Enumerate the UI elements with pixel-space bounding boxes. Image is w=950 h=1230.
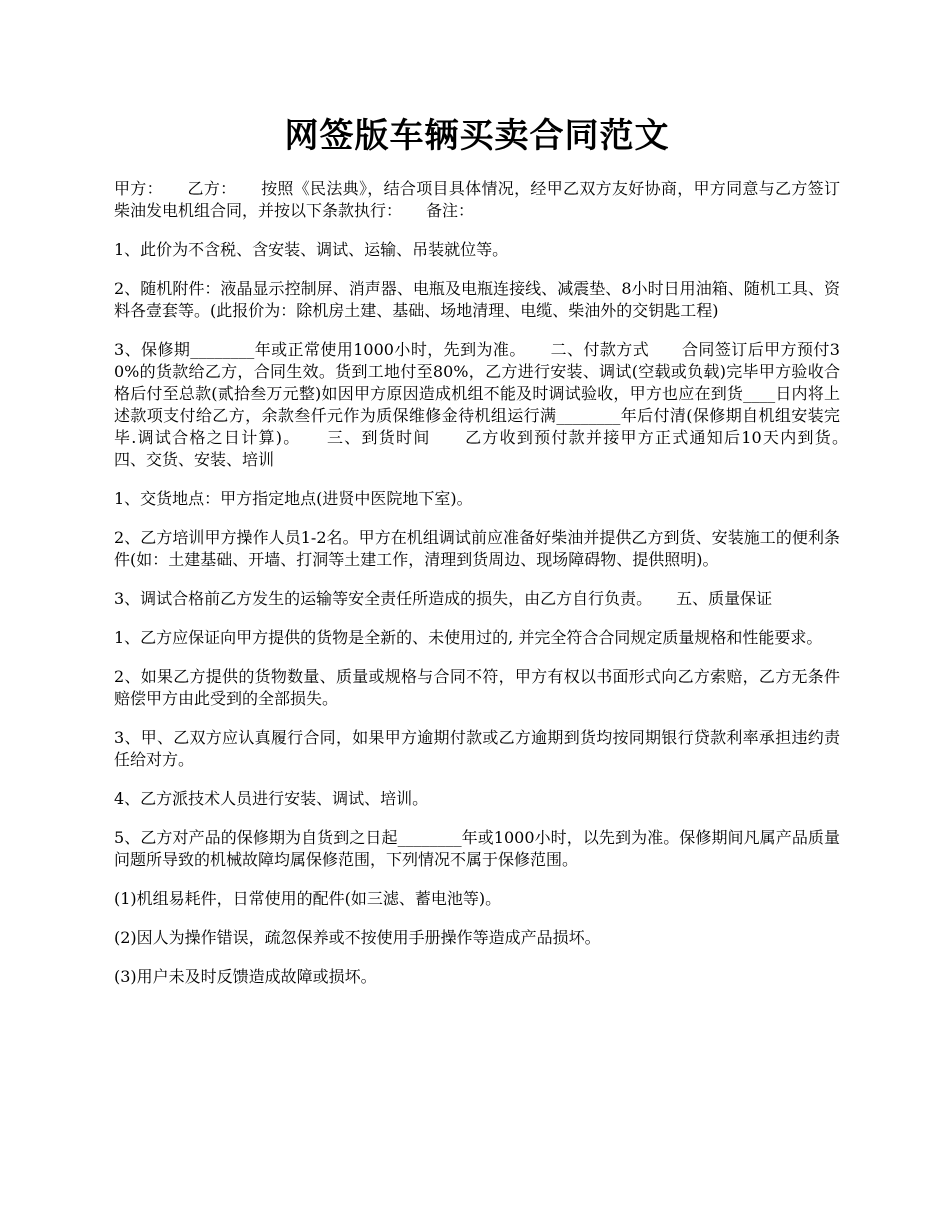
paragraph-note-2: 2、随机附件：液晶显示控制屏、消声器、电瓶及电瓶连接线、减震垫、8小时日用油箱、随机工具、资料各壹套等。(此报价为：除机房土建、基础、场地清理、电缆、柴油外的交钥匙工程) [114, 279, 840, 320]
paragraph-quality-3: 3、甲、乙双方应认真履行合同，如果甲方逾期付款或乙方逾期到货均按同期银行贷款利率承担违约责任给对方。 [114, 728, 840, 769]
paragraph-note-1: 1、此价为不含税、含安装、调试、运输、吊装就位等。 [114, 240, 509, 259]
paragraph-preamble: 甲方： 乙方： 按照《民法典》，结合项目具体情况，经甲乙双方友好协商，甲方同意与乙方签订柴油发电机组合同，并按以下条款执行： 备注： [114, 179, 840, 220]
paragraph-delivery-2: 2、乙方培训甲方操作人员1-2名。甲方在机组调试前应准备好柴油并提供乙方到货、安装施工的便利条件(如：土建基础、开墙、打洞等土建工作，清理到货周边、现场障碍物、提供照明)。 [114, 528, 840, 569]
paragraph-quality-1: 1、乙方应保证向甲方提供的货物是全新的、未使用过的, 并完全符合合同规定质量规格和性能要求。 [114, 628, 823, 647]
paragraph-exclusion-3: (3)用户未及时反馈造成故障或损坏。 [114, 967, 377, 986]
paragraph-note-3-payment: 3、保修期________年或正常使用1000小时，先到为准。 二、付款方式 合同签订后甲方预付30%的货款给乙方，合同生效。货到工地付至80%，乙方进行安装、调试(空载或负载)完毕甲方验收合格后付至总款(贰拾叁万元整)如因甲方原因造成机组不能及时调试验收，甲方也应在到货____日内将上述款项支付给乙方，余款叁仟元作为质保维修金待机组运行满________年后付清(保修期自机组安装完毕.调试合格之日计算)。 三、到货时间 乙方收到预付款并接甲方正式通知后10天内到货。 四、交货、安装、培训 [114, 340, 873, 469]
paragraph-quality-4: 4、乙方派技术人员进行安装、调试、培训。 [114, 789, 429, 808]
paragraph-quality-5: 5、乙方对产品的保修期为自货到之日起________年或1000小时，以先到为准。保修期间凡属产品质量问题所导致的机械故障均属保修范围，下列情况不属于保修范围。 [114, 828, 840, 869]
paragraph-exclusion-1: (1)机组易耗件，日常使用的配件(如三滤、蓄电池等)。 [114, 889, 502, 908]
document-page [114, 112, 873, 1005]
paragraph-exclusion-2: (2)因人为操作错误，疏忽保养或不按使用手册操作等造成产品损坏。 [114, 928, 601, 947]
paragraph-quality-2: 2、如果乙方提供的货物数量、质量或规格与合同不符，甲方有权以书面形式向乙方索赔，乙方无条件赔偿甲方由此受到的全部损失。 [114, 667, 840, 708]
document-title: 网签版车辆买卖合同范文 [284, 116, 670, 156]
paragraph-delivery-3: 3、调试合格前乙方发生的运输等安全责任所造成的损失，由乙方自行负责。 五、质量保证 [114, 589, 773, 608]
paragraph-delivery-1: 1、交货地点：甲方指定地点(进贤中医院地下室)。 [114, 489, 473, 508]
